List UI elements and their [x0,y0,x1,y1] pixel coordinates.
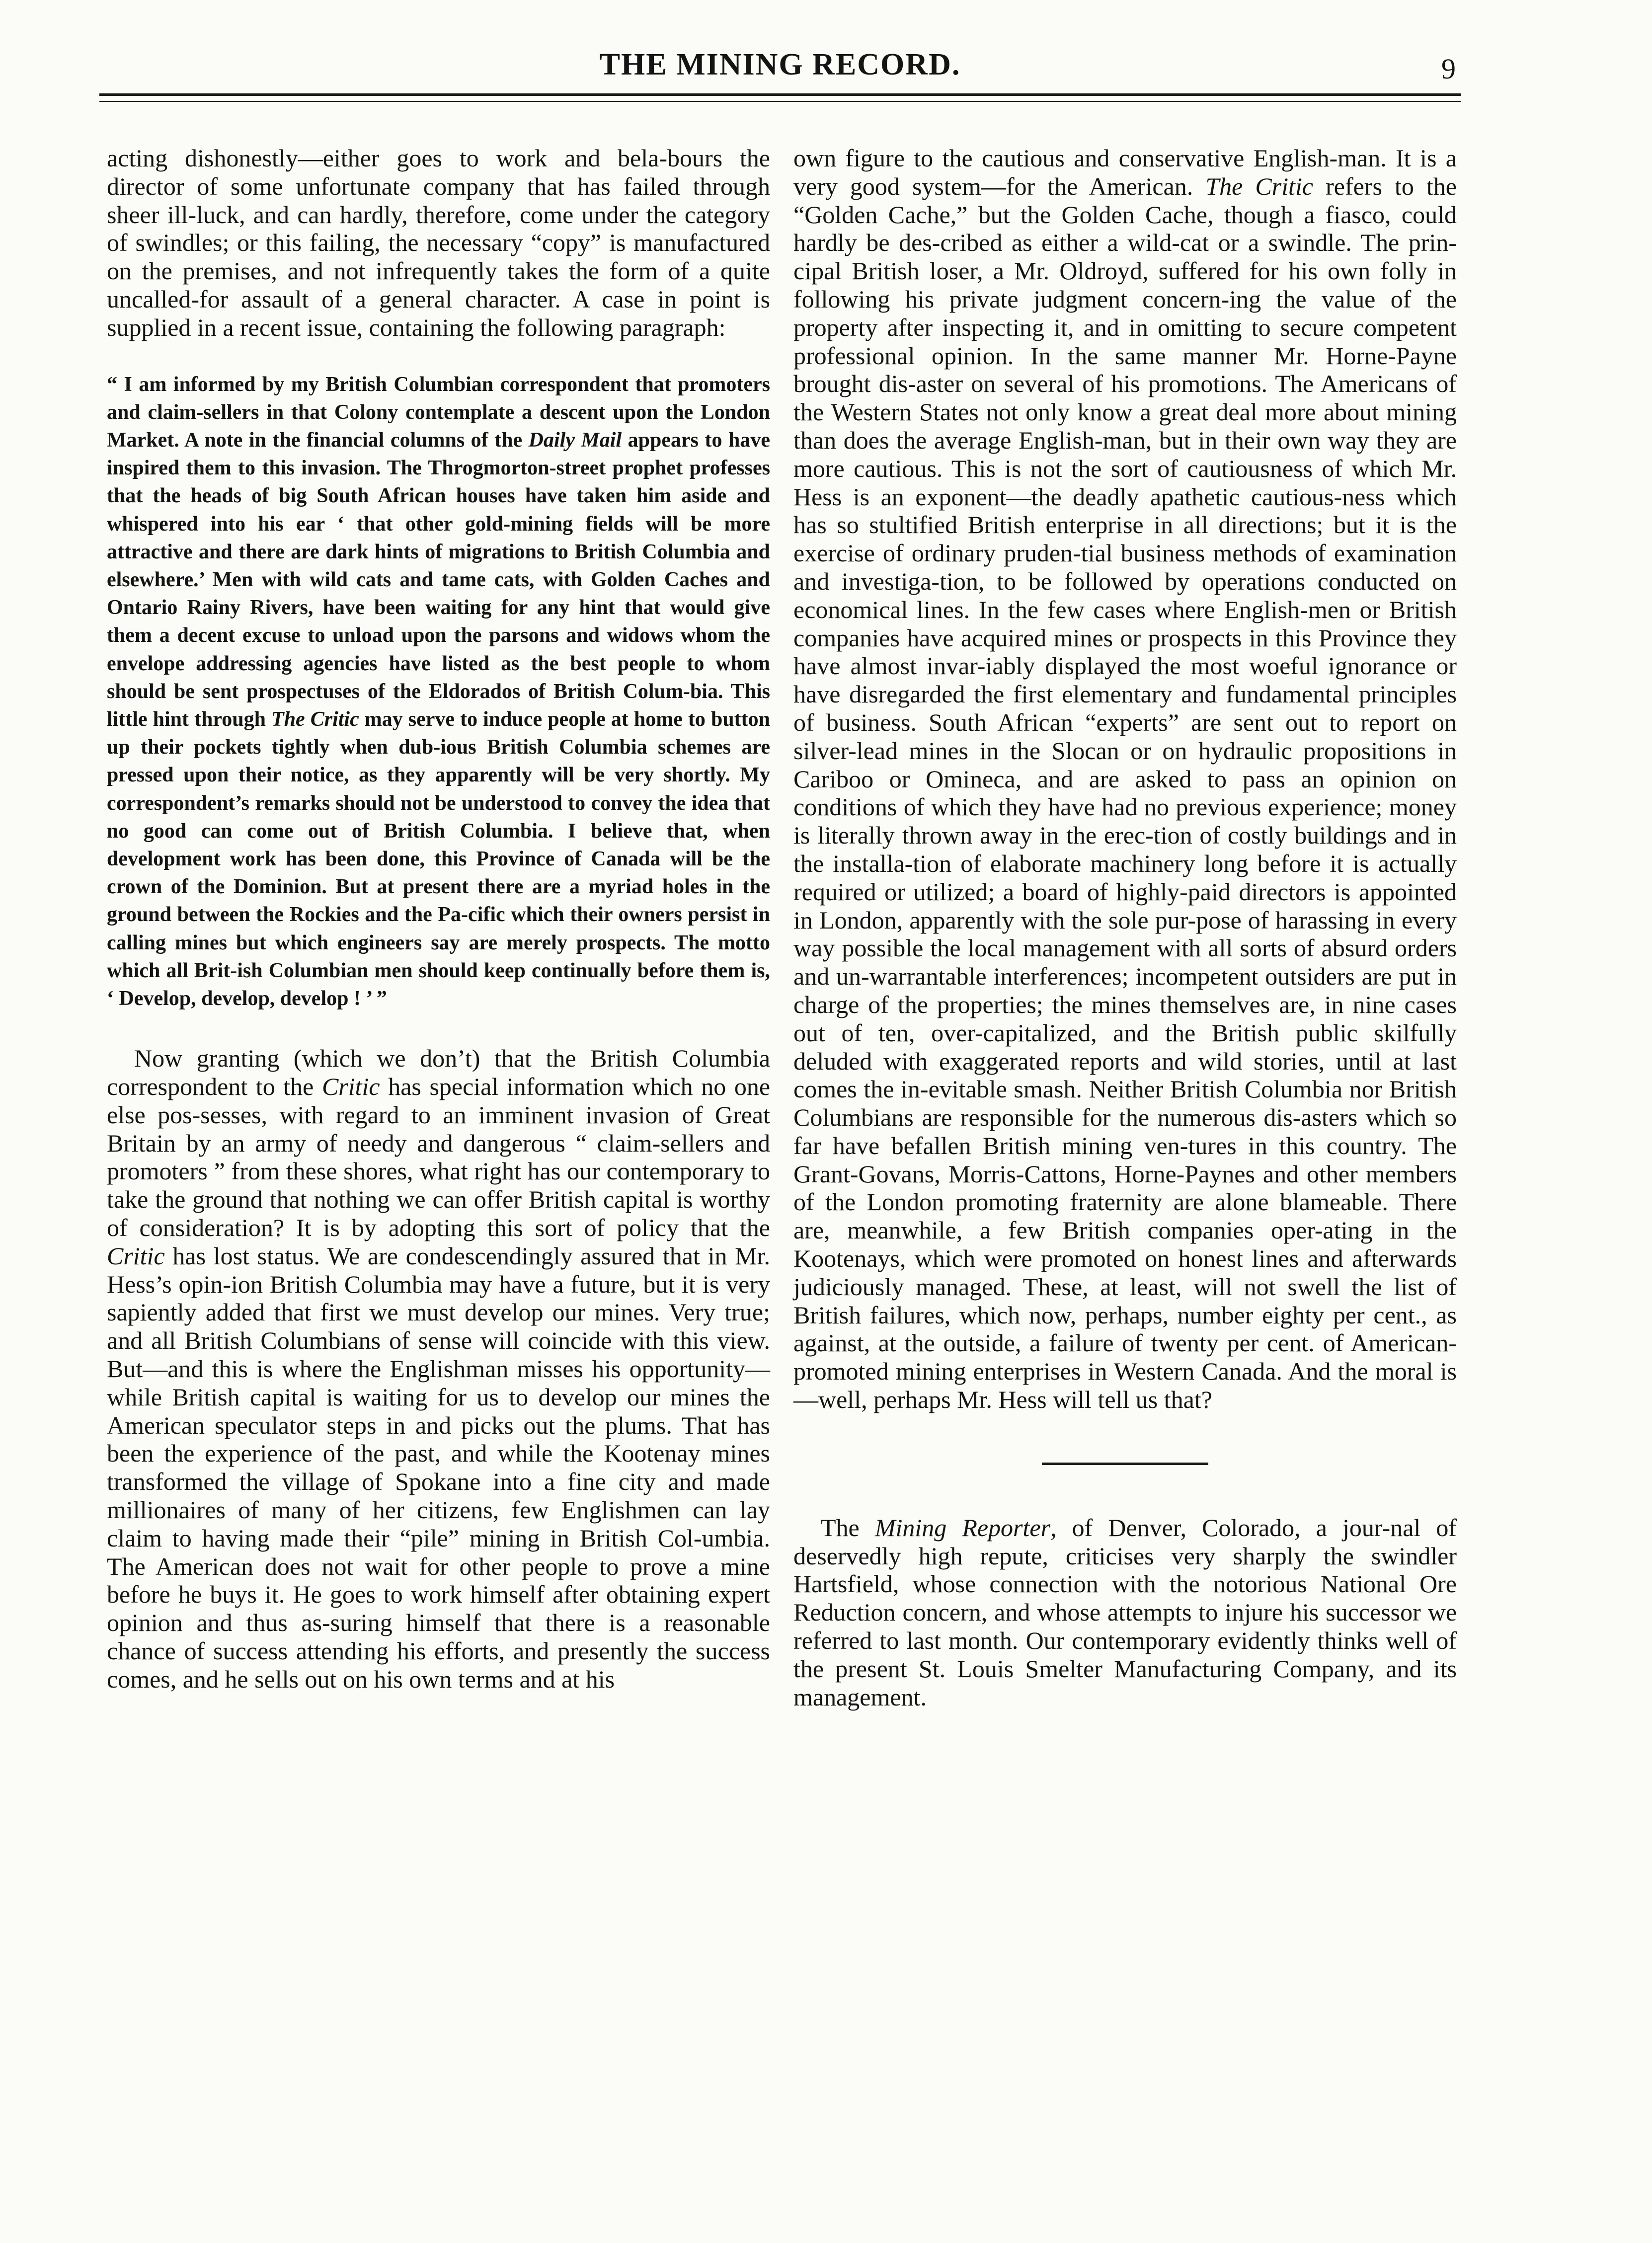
text-line: or on hydraulic propositions in Cariboo or Omineca, [793,736,1457,793]
text-line: put in charge of the properties; the mines themselves [793,962,1457,1018]
text-line: Cattons, Horne-Paynes and other members of the [793,1160,1457,1216]
text-line: acting dishonestly—either goes to work and bela- [107,144,667,172]
text-line: as they apparently will be very shortly. My correspondent’s [107,764,771,815]
text-line: the Kootenay mines transformed the village of [107,1439,770,1496]
text-line: cribed as either a wild-cat or a swindle. The prin- [940,229,1457,257]
header-rule-thick [99,93,1461,96]
text-line: coincide with this view. But—and this is where the [107,1326,771,1383]
text-line: sapiently added that first we must develop our mines. [107,1298,660,1326]
text-line: Company, and its management. [793,1654,1457,1711]
text-line: money is literally thrown away in the erec- [793,793,1457,850]
text-line: ion British Columbia may have a future, but it is very [231,1270,771,1298]
publication-title: THE MINING RECORD. [599,48,961,81]
text-line: There are, meanwhile, a few British companies oper- [793,1188,1457,1244]
text-line: ish Columbian men should keep continually before them is, [237,959,770,982]
text-line: many of her citizens, few Englishmen can lay claim [107,1496,771,1552]
text-line: should be sent prospectuses of the Eldorados of British Colum- [107,680,690,703]
text-line: to unload upon the parsons and widows whom the envelope [107,624,770,675]
text-line: cipal British loser, a Mr. Oldroyd, suffered for his [793,257,1318,285]
text-line: been waiting for any hint that would give them a decent excuse [107,596,770,647]
text-line: addressing agencies have listed as the best people to whom [196,652,771,675]
text-line: Columbians are responsible for the numerous dis- [793,1103,1301,1132]
left-paragraph-2 [107,1044,770,1693]
text-line: well of the present St. Louis Smelter Manufacturing [793,1626,1457,1683]
text-line: bia. This little hint through The Critic may serve to induce [107,680,771,731]
text-line: That has been the experience of the past, and while [107,1411,770,1468]
text-line: be the crown of the Dominion. But at present there are a [107,848,771,899]
text-line: of the Western States not only know a great deal [793,370,1457,426]
right-paragraph-2 [793,1514,1457,1711]
text-line: American speculator steps in and picks out the plums. [107,1411,672,1439]
text-line: The Critic refers to the “Golden Cache,” but the [793,172,1457,229]
text-line: in omitting to secure competent professional opinion. [793,313,1457,370]
text-line: quite uncalled-for assault of a general character. A [107,257,770,313]
page-header [99,47,1461,92]
text-line: comes, and he sells out on his own terms and at his [107,1665,615,1693]
text-line: ating in the Kootenays, which were promoted on [793,1216,1457,1273]
text-line: own folly in following his private judgment concern- [793,257,1457,313]
text-line: special information which no one else pos- [107,1073,771,1129]
text-line: which now, perhaps, number eighty per cent., as [959,1301,1457,1329]
text-line: required or utilized; a board of highly-paid directors [793,877,1326,906]
text-line: myriad holes in the ground between the Rockies and the Pa- [107,875,770,927]
text-line: and are asked to pass an opinion on conditions of [793,765,1457,821]
text-line: cific which their owners persist in calling mines but which [107,903,770,954]
text-line: evitable smash. Neither British Columbia nor British [928,1075,1457,1103]
text-line: American-promoted mining enterprises in Western [793,1329,1457,1386]
text-line: and whispered into his ear ‘ that other gold-mining fields will [107,484,771,536]
text-line: are, in nine cases out of ten, over-capitalized, and [793,990,1457,1047]
text-line: case in point is supplied in a recent issue, containing [107,285,771,341]
text-line: directions; but it is the exercise of ordinary pruden- [793,511,1457,567]
text-line: good can come out of British Columbia. I believe that, when [143,819,771,843]
text-line: honest lines and afterwards judiciously managed. [793,1244,1457,1301]
text-line: disregarded the first elementary and fundamental [849,680,1350,708]
text-line: men or British companies have acquired mines or [793,595,1457,652]
text-line: this sort of policy that the Critic has lost status. We [107,1214,770,1270]
text-line: aster on several of his promotions. The Americans [916,370,1428,398]
text-line: Now granting (which we don’t) that the British [134,1044,658,1073]
text-line: be more attractive and there are dark hints of migrations to [107,512,771,563]
text-line: the swindler Hartsfield, whose connection with the [793,1542,1457,1598]
text-line: this invasion. The Throgmorton-street prophet professes that [107,457,770,508]
text-line: to having made their “pile” mining in British Col- [172,1524,702,1552]
text-line: these shores, what right has our contemporary to [286,1157,771,1185]
text-line: more about mining than does the average English- [793,398,1457,454]
text-line: columns of the Daily Mail appears to have inspired them to [107,428,770,480]
text-line: are condescendingly assured that in Mr. Hess’s opin- [107,1241,771,1298]
text-line: engineers say are merely prospects. The motto which all Brit- [107,931,770,982]
text-line: These, at least, will not swell the list of British failures, [793,1272,1457,1329]
text-line: the following paragraph: [480,313,726,341]
text-line: British Columbia and elsewhere.’ Men with wild cats and [107,540,770,591]
text-line: tion of elaborate machinery long before it is actually [913,849,1457,877]
text-line: economical lines. In the few cases where English- [793,595,1308,623]
text-line: to last month. Our contemporary evidently thinks [879,1626,1378,1655]
text-line: pose of harassing in every way possible the local [793,906,1457,962]
text-line: In the same manner Mr. Horne-Payne brought dis- [793,341,1457,398]
text-line: tion of costly buildings and in the installa- [793,821,1457,877]
text-line: which they have had no previous experience; [931,793,1383,821]
text-line: sent out to report on silver-lead mines in the Slocan [793,708,1457,765]
left-column [107,144,770,1694]
text-line: dangerous “ claim-sellers and promoters ” from [107,1129,770,1185]
text-line: notorious National Ore Reduction concern, and [793,1570,1457,1626]
text-line: London promoting fraternity are alone blameable. [866,1188,1388,1216]
text-line: will tell us that? [1053,1386,1212,1414]
text-line: tial business methods of examination and investiga- [793,539,1457,595]
text-line: therefore, come under the category of swindles; or [107,200,771,257]
text-line: ‘ Develop, develop, develop ! ’ ” [107,987,387,1010]
text-line: bours the director of some unfortunate company that [107,144,770,200]
text-line: umbia. The American does not wait for other people [107,1524,770,1580]
text-line: Englishman misses his opportunity—while British [107,1355,770,1411]
text-line: warrantable interferences; incompetent outsiders are [869,962,1392,991]
text-line: the heads of big South African houses have taken him aside [153,484,727,508]
text-line: success attending his efforts, and presently the success [213,1636,770,1665]
text-line: descent upon the London Market. A note in the financial [107,400,771,452]
text-line: capital is worthy of consideration? It is by adopting [107,1185,771,1242]
text-line: reports and wild stories, until at last comes the in- [793,1047,1457,1103]
text-line: ing the value of the property after inspecting it, and [793,285,1457,341]
text-line: suring himself that there is a reasonable chance of [107,1609,770,1665]
text-line: tures in this country. The Grant-Govans, Morris- [793,1131,1457,1188]
text-line: iably displayed the most woeful ignorance or have [793,652,1457,708]
text-line: against, at the outside, a failure of twenty per cent. of [793,1329,1344,1357]
text-line: Columbia correspondent to the Critic has [107,1044,771,1101]
text-line: remarks should not be understood to convey the idea that no [107,791,771,843]
text-line: principles of business. South African “experts” are [793,680,1457,736]
text-line: this failing, the necessary “copy” is manufactured on [107,229,771,285]
text-line: has failed through sheer ill-luck, and can hardly, [107,172,771,229]
header-rule-thin [99,101,1461,102]
text-line: The Mining Reporter, of Denver, Colorado, a jour- [821,1513,1391,1542]
text-line: whose attempts to injure his successor we referred [793,1598,1457,1655]
quoted-paragraph [107,371,770,1013]
section-separator [1042,1463,1208,1465]
text-line: sesses, with regard to an imminent invasion [200,1100,670,1129]
text-line: capital is waiting for us to develop our mines the [249,1383,771,1411]
text-line: management with all sorts of absurd orders and un- [793,934,1457,991]
left-paragraph-1 [107,144,770,342]
text-line: ious British Columbia schemes are pressed upon their notice, [107,736,770,787]
text-line: This is not the sort of cautiousness of which Mr. [951,454,1457,482]
text-line: tame cats, with Golden Caches and Ontario Rainy Rivers, have [107,568,770,619]
text-line: himself after obtaining expert opinion and thus as- [107,1580,770,1637]
text-line: Golden Cache, though a fiasco, could hardly be des- [793,200,1457,257]
text-line: tion, to be followed by operations conducted on [940,567,1457,595]
text-line: “ I am informed by my British Columbian correspondent [107,373,629,396]
text-line: to prove a mine before he buys it. He goes to work [107,1552,771,1609]
text-line: development work has been done, this Province of Canada will [107,848,703,871]
text-line: asters which so far have befallen British mining ven- [793,1103,1457,1160]
text-line: ness which has so stultified British enterprise in all [793,482,1457,539]
text-line: Hess is an exponent—the deadly apathetic cautious- [793,482,1342,511]
text-line: Very true; and all British Columbians of sense will [107,1298,770,1355]
text-line: that promoters and claim-sellers in that Colony contemplate a [107,373,771,424]
text-line: of Great Britain by an army of needy and [107,1100,771,1157]
text-line: is appointed in London, apparently with the sole pur- [793,877,1457,934]
text-line: Canada. And the moral is—well, perhaps Mr. Hess [793,1357,1457,1414]
text-line: the British public skilfully deluded with exaggerated [793,1018,1457,1075]
text-line: people at home to button up their pockets tightly when dub- [107,708,771,759]
text-line: nal of deservedly high repute, criticises very sharply [793,1513,1457,1570]
text-line: own figure to the cautious and conservative English- [793,144,1338,172]
text-line: prospects in this Province they have almost invar- [793,623,1457,680]
text-line: take the ground that nothing we can offer British [107,1185,597,1214]
text-line: man. It is a very good system—for the American. [793,144,1457,200]
text-line: the premises, and not infrequently takes the form of a [142,257,710,285]
text-line: Spokane into a fine city and made millionaires of [107,1468,770,1524]
right-column [793,144,1457,1711]
page-number: 9 [1441,53,1456,85]
right-paragraph-1 [793,144,1457,1414]
text-line: man, but in their own way they are more cautious. [793,426,1457,482]
